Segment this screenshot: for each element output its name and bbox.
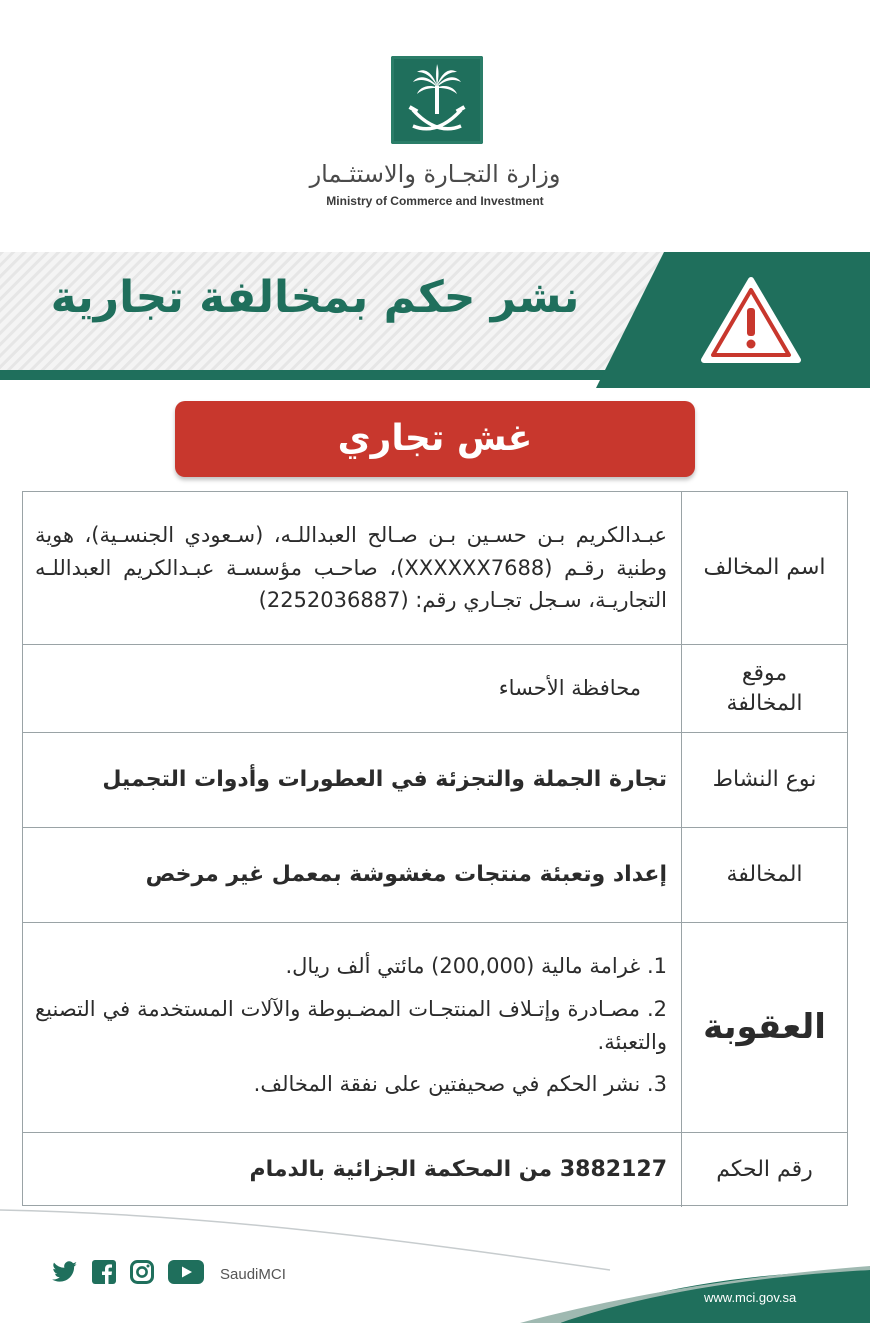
violation-category-badge: غش تجاري — [175, 401, 695, 477]
ministry-name-arabic: وزارة التجـارة والاستثـمار — [309, 160, 561, 188]
penalty-item: 1. غرامة مالية (200,000) مائتي ألف ريال. — [285, 954, 667, 979]
penalty-item: 3. نشر الحكم في صحيفتين على نفقة المخالف. — [253, 1072, 667, 1097]
saudi-emblem-palm-swords-icon — [391, 56, 483, 144]
twitter-icon[interactable] — [52, 1261, 78, 1287]
table-row-violator — [23, 492, 847, 645]
ministry-logo — [391, 56, 483, 144]
penalty-label: العقوبة — [681, 923, 847, 1132]
activity-value: تجارة الجملة والتجزئة في العطورات وأدوات التجميل — [102, 766, 667, 792]
violation-value: إعداد وتعبئة منتجات مغشوشة بمعمل غير مرخص — [145, 861, 667, 887]
violator-label: اسم المخالف — [681, 492, 847, 644]
website-link[interactable]: www.mci.gov.sa — [704, 1290, 797, 1305]
table-row-location — [23, 645, 847, 733]
page-title: نشر حكم بمخالفة تجارية — [50, 272, 580, 323]
table-row-activity — [23, 733, 847, 828]
location-value: محافظة الأحساء — [498, 676, 641, 701]
instagram-icon[interactable] — [130, 1260, 154, 1288]
table-row-violation — [23, 828, 847, 923]
penalty-item: 2. مصـادرة وإتـلاف المنتجـات المضـبوطة والآلات المستخدمة في التصنيع والتعبئة. — [35, 996, 667, 1054]
ruling-value: 3882127 من المحكمة الجزائية بالدمام — [249, 1156, 667, 1182]
location-label: موقع المخالفة — [681, 645, 847, 732]
penalty-value — [23, 923, 681, 1132]
ministry-name-english: Ministry of Commerce and Investment — [326, 194, 544, 208]
ruling-label: رقم الحكم — [681, 1133, 847, 1207]
ruling-details-table — [22, 491, 848, 1206]
warning-triangle-icon — [698, 274, 804, 366]
penalty-list — [35, 944, 667, 1110]
table-row-penalty — [23, 923, 847, 1133]
violation-label: المخالفة — [681, 828, 847, 922]
social-handle[interactable]: SaudiMCI — [220, 1265, 286, 1283]
facebook-icon[interactable] — [92, 1260, 116, 1288]
social-links — [52, 1262, 286, 1286]
youtube-icon[interactable] — [168, 1260, 204, 1288]
activity-label: نوع النشاط — [681, 733, 847, 827]
table-row-ruling — [23, 1133, 847, 1207]
violator-value: عبـدالكريم بـن حسـين بـن صـالح العبداللـه، (سـعودي الجنسـية)، هوية وطنية رقـم (XXXXXX7688)، صاحـب مؤسسـة عبـدالكريم العبداللـه التجاريـة، سـجل تجـاري رقم: (2252036887) — [35, 523, 667, 613]
